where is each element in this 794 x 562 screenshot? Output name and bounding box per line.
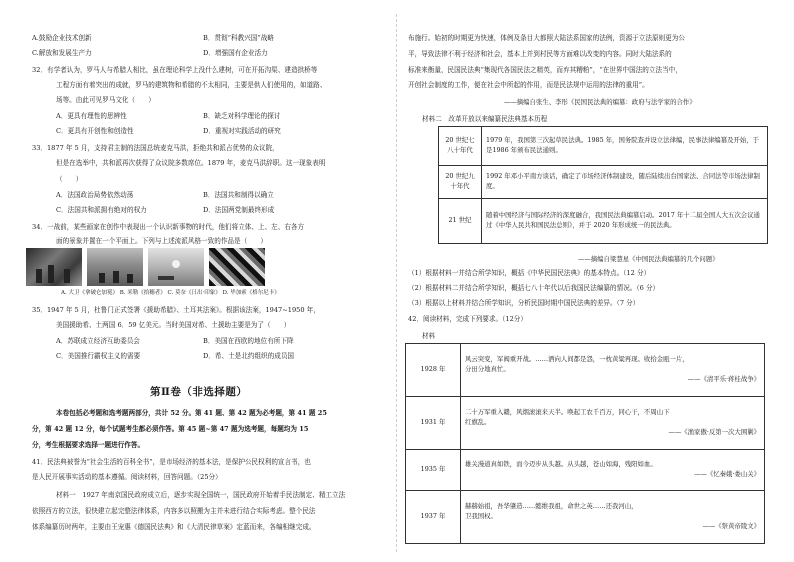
q42-stem: 42．阅读材料，完成下列要求。（12分）	[408, 315, 527, 323]
poem-line1: 赫赫始祖，吾华肇造……懿维我祖，命世之英……还我河山，	[465, 502, 638, 511]
q34-artwork-row	[26, 248, 265, 286]
q33-stem-line3: （ ）	[56, 175, 83, 183]
poem-year: 1931 年	[406, 397, 461, 450]
table-text: 1992 年邓小平南方谈话，确定了市场经济体制建设，随后陆续出台国家法、合同法等市场法律制度。	[482, 166, 768, 199]
table-row	[406, 344, 765, 397]
material1-line2: 依照西方的立法，很快建立起完整法律体系，内容多以照搬为主并未进行结合实际考虑。整个民法	[32, 507, 316, 515]
poem-source: ——《忆秦娥·娄山关》	[694, 470, 760, 478]
poem-line1: 二十万军重入赣，风烟滚滚来天半。唤起工农千百万，同心干，不周山下	[465, 408, 670, 417]
table-row	[406, 450, 765, 491]
table-period: 20 世纪七八十年代	[439, 127, 482, 166]
poem-line1: 雄关漫道真如铁，而今迈步从头越。从头越，苍山如海，残阳如血。	[465, 460, 657, 469]
q34-stem-line1: 34．一战前，某些画家在创作中表现出一个认识新事物的时代，他们将立体、上、左、右各方	[32, 223, 305, 231]
poem-source: ——《清平乐·蒋桂战争》	[687, 374, 760, 383]
table-period: 20 世纪九十年代	[439, 166, 482, 199]
q31-option-c: C.解放和发展生产力	[32, 49, 92, 57]
q32-option-d: D．重视对实践活动的研究	[203, 127, 281, 135]
material1-line3: 体系编纂历时两年，主要由王宠惠《德国民法典》和《大清民律草案》定蓝而来，各编相继完成。	[32, 523, 316, 531]
q35-stem-line2: 美国援助希、土两国 6．59 亿美元。当时美国对希、土援助主要是为了（ ）	[56, 321, 291, 329]
q31-option-a: A.鼓励企业技术创新	[32, 34, 92, 42]
q32-stem-line1: 32．有学者认为，罗马人与希腊人相比，虽在理论科学上没什么建树，可在开拓沟渠、建造拱桥等	[32, 66, 318, 74]
table-row	[406, 491, 765, 544]
poem-cell	[461, 491, 765, 544]
q32-option-a: A．更具有理性的思辨性	[56, 112, 127, 120]
table-row	[439, 199, 768, 244]
q32-option-b: B．缺乏对科学理论的探讨	[203, 112, 281, 120]
poem-source: ——《祭黄帝陵文》	[702, 521, 760, 530]
q33-option-c: C．法国共和派拥有绝对的权力	[56, 206, 147, 214]
q41-stem-line1: 41．民法典被誉为“社会生活的百科全书”，是市场经济的基本法，是保护公民权利的宣言书，也	[32, 458, 311, 466]
q34-captions: A. 大卫《拿破仑加冕》 B. 米勒《拾穗者》 C. 莫奈《日出·印象》 D. 毕加索《格尔尼卡》	[61, 290, 280, 296]
poem-cell	[461, 397, 765, 450]
q35-stem-line1: 35．1947 年 5 月，杜鲁门正式签署《援助希腊》、土耳其法案》。根据该法案，1947~1950 年，	[32, 306, 320, 314]
artwork-b-image	[87, 248, 143, 286]
q42-material-label: 材料	[422, 332, 436, 340]
material1-source: ——摘编自张生、李彤《民国民法典的编纂：政府与法学家的合作》	[504, 98, 696, 106]
section-intro-line1: 本卷包括必考题和选考题两部分，共计 52 分。第 41 题、第 42 题为必考题，第 41 题 25	[56, 409, 327, 417]
section-title: 第Ⅱ卷（非选择题）	[150, 386, 248, 398]
poem-cell	[461, 344, 765, 397]
artwork-c-image	[148, 248, 204, 286]
q42-poem-table	[405, 343, 765, 544]
q33-stem-line1: 33．1877 年 5 月，支持君主制的法国总统麦克马洪，拒绝共和派占优势的众议院，	[32, 144, 279, 152]
q35-option-d: D．希、土是北约组织的成员国	[203, 352, 295, 360]
column-divider	[396, 14, 397, 552]
material2-heading: 材料二 改革开放以来编纂民法典基本历程	[422, 115, 548, 123]
poem-line2: 卫我国权。	[465, 512, 497, 521]
poem-line2: 分田分地真忙。	[465, 365, 510, 374]
table-text: 随着中国经济与国际经济的深度融合，我国民法典编纂启动。2017 年十二届全国人大五次会议通过《中华人民共和国民法总则》，并于 2020 年形成统一的民法典。	[482, 199, 768, 244]
table-row	[439, 166, 768, 199]
q32-stem-line2: 工程方面有着突出的成就，罗马的建筑物和希腊的不太相同，主要是供人们使用的，如道路、	[56, 81, 327, 89]
poem-line2: 红旗乱。	[465, 418, 491, 427]
material1-cont-line2: 平，导致法律不利于经济和社会，基本上并到村民等方面难以改变的内容。同时大陆法系的	[408, 50, 672, 58]
table-row	[439, 127, 768, 166]
q33-stem-line2: 但是在选举中，共和派再次获得了众议院多数席位。1879 年，麦克马洪辞职。这一现象表明	[56, 159, 326, 167]
q35-option-a: A．苏联成立经济互助委员会	[56, 337, 140, 345]
table-row	[406, 397, 765, 450]
q41-sub2: （2）根据材料二并结合所学知识，概括七八十年代以后我国民法编纂的情况。（6 分）	[408, 284, 660, 292]
q41-stem-line2: 是人民开展事实活动的基本遵循。阅读材料，回答问题。（25分）	[32, 473, 222, 481]
table-text: 1979 年，我国第三次起草民法典。1985 年，国务院查并设立法律编，民事法律编纂及开始，于是1986 年颁布民法通则。	[482, 127, 768, 166]
q35-option-c: C．美国推行霸权主义的需要	[56, 352, 141, 360]
poem-year: 1935 年	[406, 450, 461, 491]
poem-year: 1928 年	[406, 344, 461, 397]
q33-option-b: B．法国共和制得以确立	[203, 191, 274, 199]
poem-cell	[461, 450, 765, 491]
poem-line1: 风云突变，军阀重开战。……洒向人间都是怨，一枕黄粱再现。收拾金瓯一片，	[465, 355, 689, 364]
q33-option-a: A．法国政治局势依然动荡	[56, 191, 134, 199]
artwork-a-image	[26, 248, 82, 286]
q31-option-d: D．增强国有企业活力	[203, 49, 268, 57]
section-intro-line2: 分，第 42 题 12 分，每个试题考生都必须作答。第 45 题~第 47 题为选考题，每题均为 15	[32, 425, 309, 433]
material1-cont-line4: 开创社会制度的工作，便在社会中所起的作用，而是民法规中运用的法律的重用”。	[408, 81, 649, 89]
q41-sub1: （1）根据材料一并结合所学知识，概括《中华民国民法典》的基本特点。（12 分）	[408, 269, 651, 277]
material2-table	[438, 126, 768, 244]
q33-option-d: D．法国两党制最终形成	[203, 206, 275, 214]
q35-option-b: B．美国在西欧的地位有所下降	[203, 337, 294, 345]
poem-year: 1937 年	[406, 491, 461, 544]
q41-sub3: （3）根据以上材料并结合所学知识，分析民国时期中国民法典的差异。（7 分）	[408, 299, 640, 307]
table-period: 21 世纪	[439, 199, 482, 244]
material1-cont-line3: 标准来衡量，民国民法典“集现代各国民法之精英，而弃其糟粕”，“在世界中国法的立法当中，	[408, 66, 682, 74]
q32-option-c: C．更具有开创性和创造性	[56, 127, 134, 135]
material1-cont-line1: 布施行。始初的时期更为快速，体例及条目大都照大陆法系国家的法例，资源于立法原则更为公	[408, 34, 685, 42]
q31-option-b: B．贯彻“科教兴国”战略	[203, 34, 274, 42]
q34-stem-line2: 面的景象并置在一个平面上。下列与上述流派风格一致的作品是（ ）	[56, 237, 267, 245]
material1-line1: 材料一 1927 年南京国民政府成立后，逐步实现全国统一，国民政府开始着手民法制定、精工立法	[56, 491, 346, 499]
section-intro-line3: 分，考生根据要求选择一题进行作答。	[32, 441, 145, 449]
q32-stem-line3: 场等。由此可见罗马文化（ ）	[56, 96, 155, 104]
artwork-d-image	[209, 248, 265, 286]
poem-source: ——《渔家傲·反第一次大围剿》	[668, 427, 760, 436]
material2-source: ——摘编自梁慧星《中国民法典编纂的几个问题》	[578, 255, 719, 263]
